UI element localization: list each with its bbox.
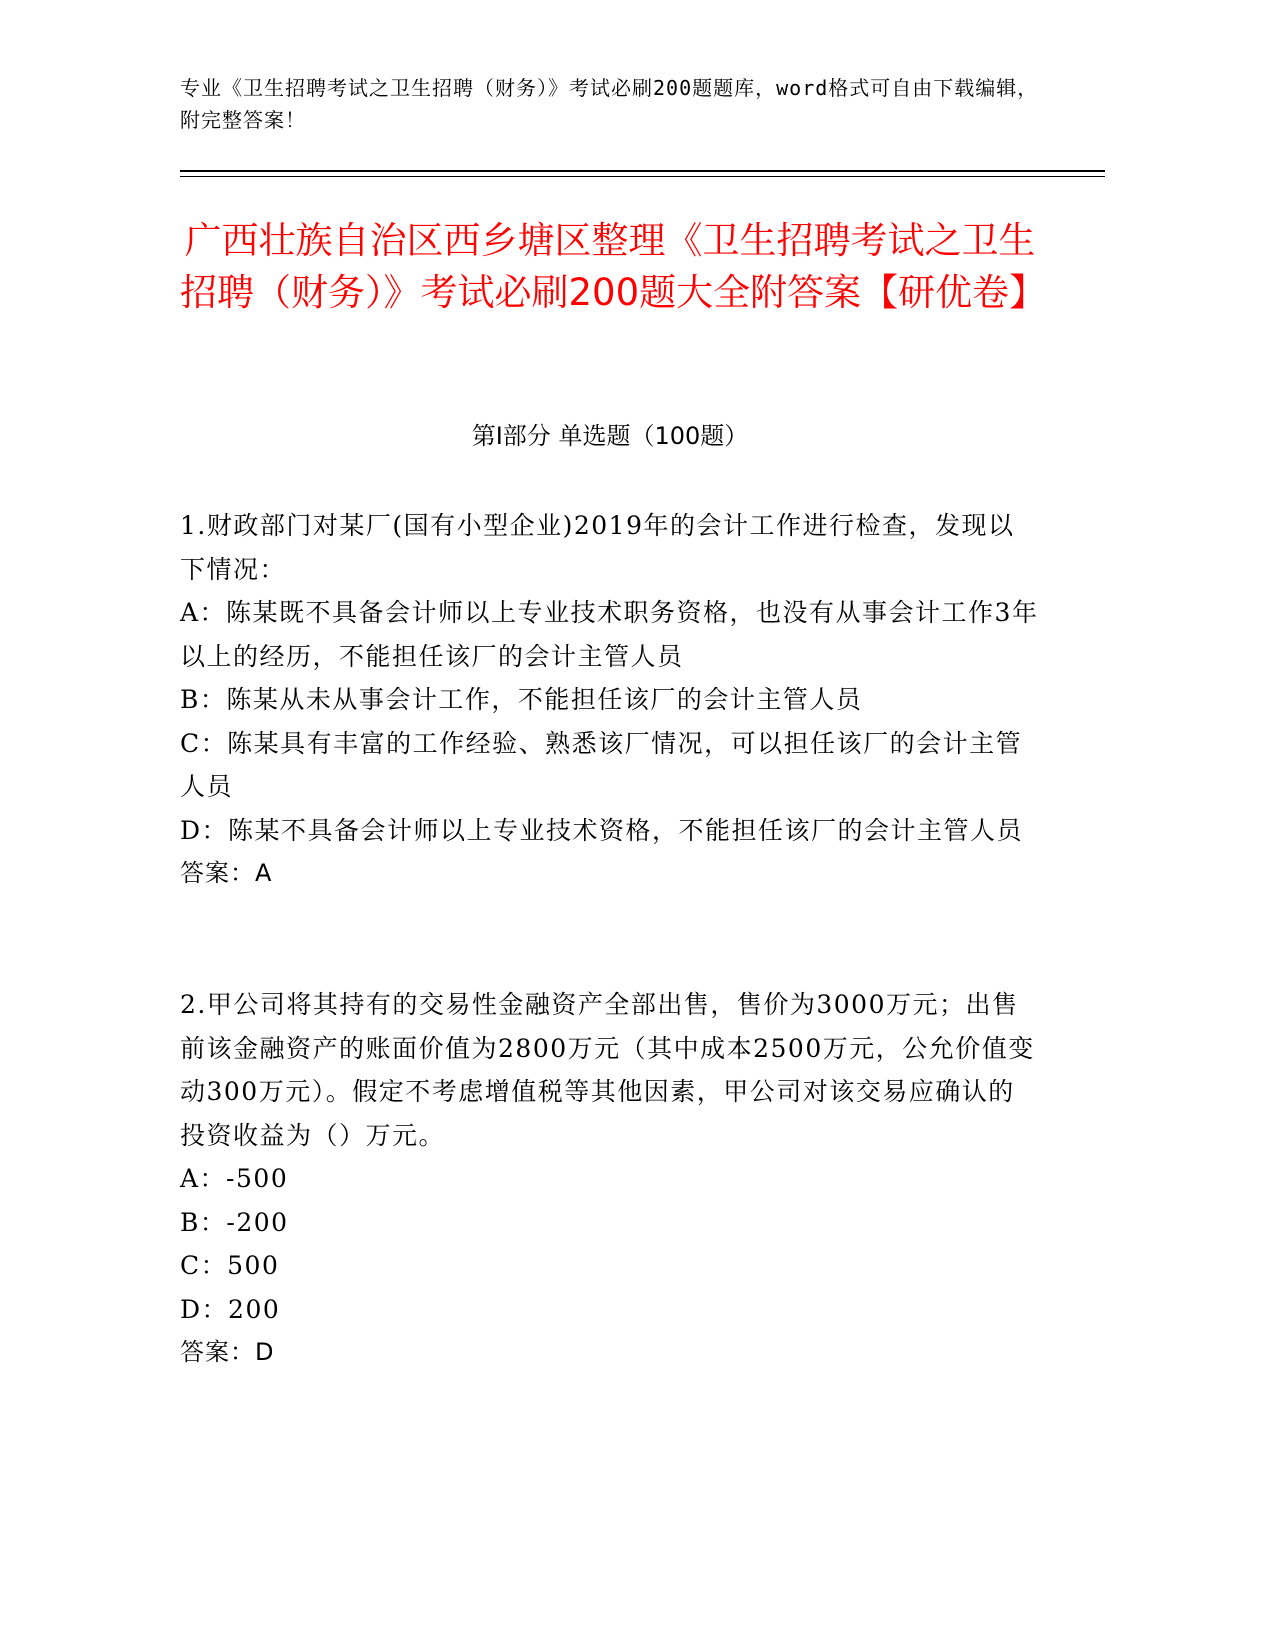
option-b: B：陈某从未从事会计工作，不能担任该厂的会计主管人员 xyxy=(180,685,863,714)
question-text: 2.甲公司将其持有的交易性金融资产全部出售，售价为3000万元；出售前该金融资产的账面价值为2800万元（其中成本2500万元，公允价值变动300万元）。假定不考虑增值税等其他因素，甲公司对该交易应确认的投资收益为（）万元。 xyxy=(180,990,1035,1150)
question-2 xyxy=(180,983,1040,1375)
header-rule-thin xyxy=(180,176,1105,177)
header-rule-thick xyxy=(180,170,1105,172)
question-text: 1.财政部门对某厂(国有小型企业)2019年的会计工作进行检查，发现以下情况： xyxy=(180,511,1015,584)
option-c: C：陈某具有丰富的工作经验、熟悉该厂情况，可以担任该厂的会计主管人员 xyxy=(180,728,1023,801)
document-header: 专业《卫生招聘考试之卫生招聘（财务）》考试必刷200题题库，word格式可自由下载编辑，附完整答案！ xyxy=(180,76,1039,132)
option-a: A：陈某既不具备会计师以上专业技术职务资格，也没有从事会计工作3年以上的经历，不能担任该厂的会计主管人员 xyxy=(180,598,1039,671)
option-a: A：-500 xyxy=(180,1164,289,1193)
answer: 答案：A xyxy=(180,859,273,887)
option-c: C：500 xyxy=(180,1251,280,1280)
option-d: D：陈某不具备会计师以上专业技术资格，不能担任该厂的会计主管人员 xyxy=(180,815,1024,845)
answer: 答案：D xyxy=(180,1338,275,1366)
option-b: B：-200 xyxy=(180,1207,289,1237)
option-d: D：200 xyxy=(180,1294,281,1324)
section-title: 第I部分 单选题（100题） xyxy=(471,422,749,450)
question-1 xyxy=(180,504,1040,896)
document-title: 广西壮族自治区西乡塘区整理《卫生招聘考试之卫生招聘（财务）》考试必刷200题大全附答案【研优卷】 xyxy=(180,219,1047,314)
